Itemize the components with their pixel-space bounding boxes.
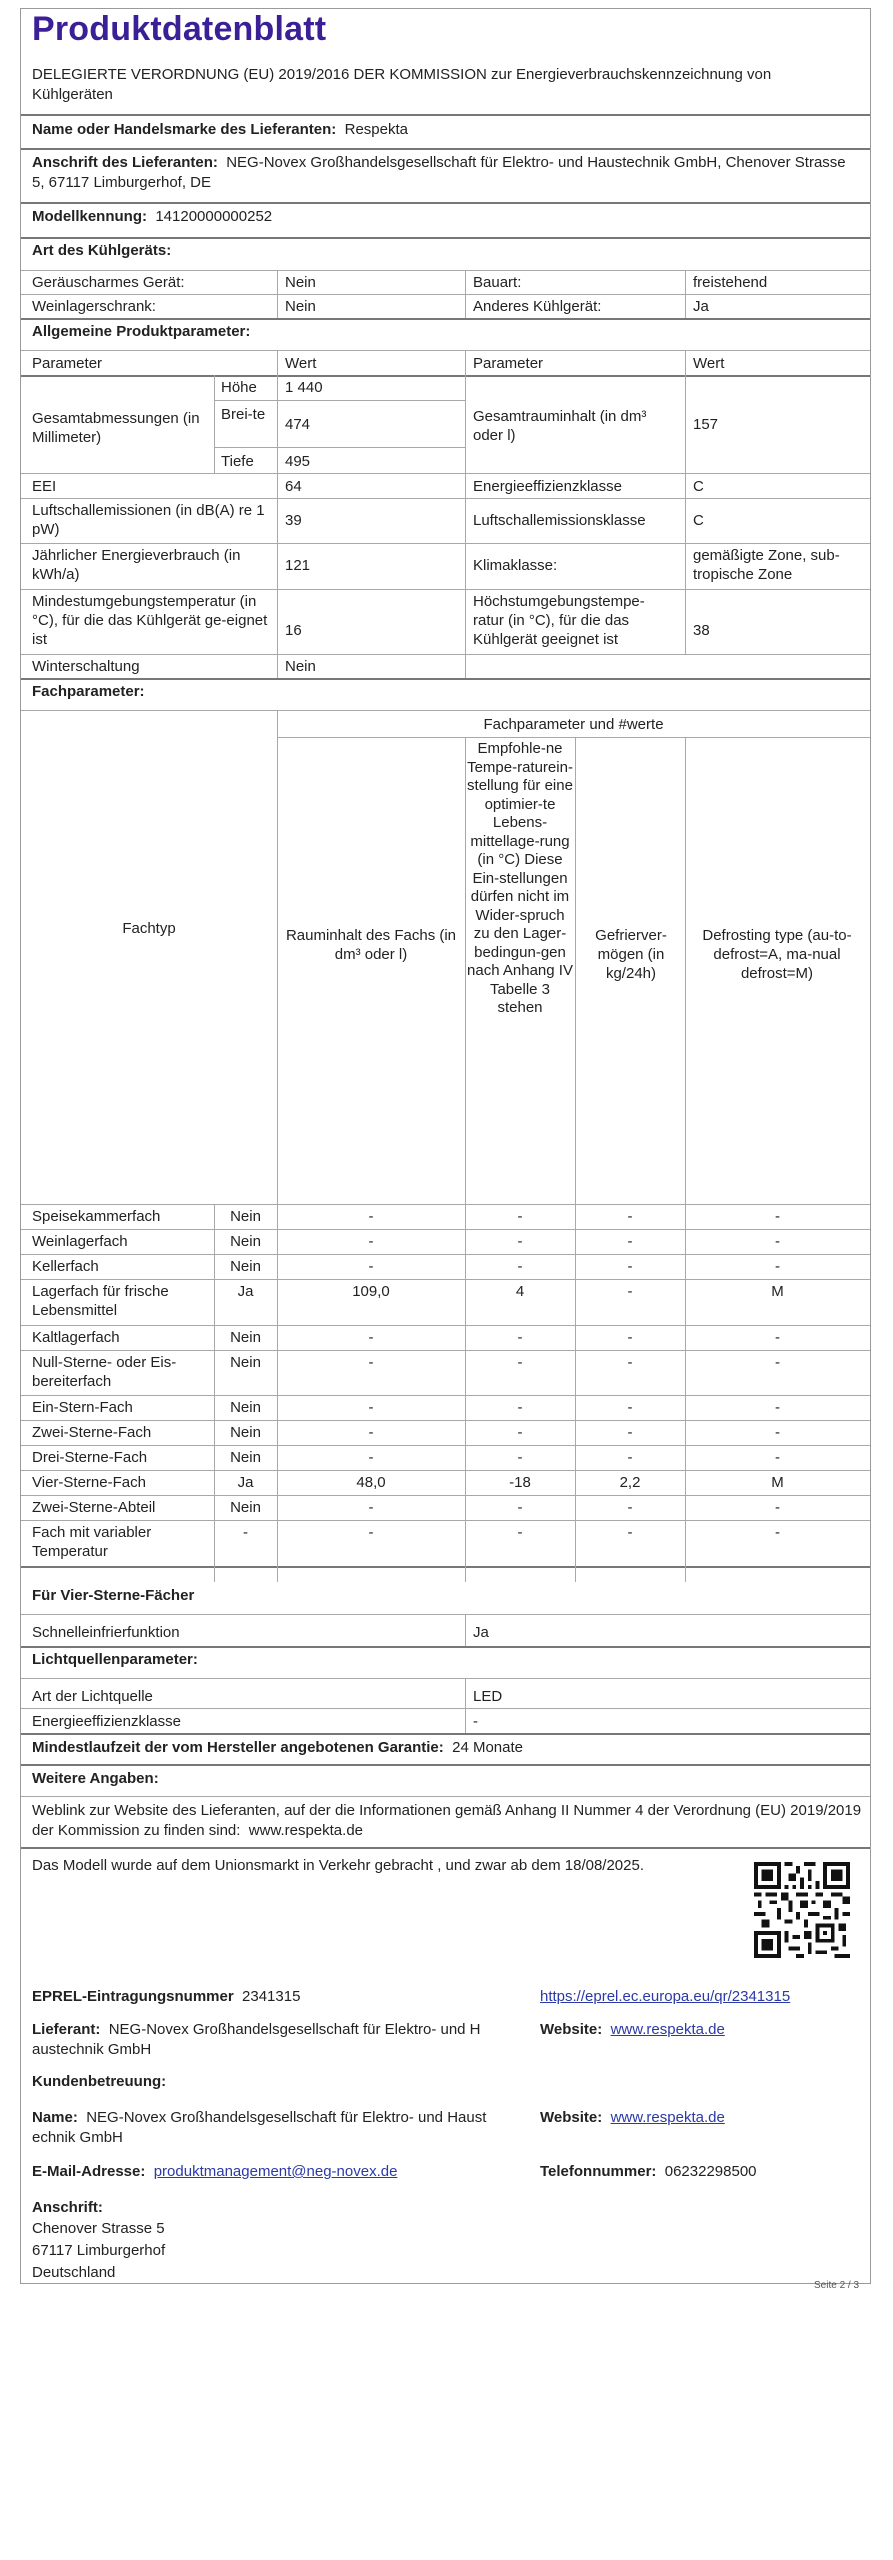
height-label: Höhe <box>221 379 257 396</box>
divider <box>21 318 870 320</box>
row-divider <box>21 1229 870 1230</box>
winter-value: Nein <box>285 658 316 675</box>
divider <box>21 710 870 711</box>
compartment-temp: - <box>517 1208 523 1225</box>
model-label: Modellkennung: <box>32 208 147 225</box>
compartment-volume: - <box>368 1499 374 1516</box>
compartment-temp: 4 <box>515 1283 525 1300</box>
regulation-subtitle: DELEGIERTE VERORDNUNG (EU) 2019/2016 DER KOMMISSION zur Energieverbrauchskennzeichnung von Kühlgeräten <box>32 66 772 103</box>
compartment-volume: - <box>368 1399 374 1416</box>
light-eclass-value: - <box>473 1713 478 1730</box>
dimensions-label: Gesamtabmessungen (in Millimeter) <box>32 410 200 446</box>
compartment-defrost: M <box>771 1474 784 1491</box>
low-noise-value: Nein <box>285 274 316 291</box>
compartment-volume: - <box>368 1208 374 1225</box>
compartment-defrost: - <box>775 1233 780 1250</box>
compartment-name: Zwei-Sterne-Abteil <box>32 1499 156 1516</box>
supplier-block-label: Lieferant: <box>32 2021 101 2038</box>
supplier-block <box>32 2020 530 2060</box>
col-defrost: Defrosting type (au-to-defrost=A, ma-nual defrost=M) <box>702 927 852 982</box>
warranty-label: Mindestlaufzeit der vom Hersteller angebotenen Garantie: <box>32 1739 444 1756</box>
supplier-row <box>32 120 408 140</box>
compartment-name: Fach mit variabler Temperatur <box>32 1524 152 1560</box>
volume-value: 157 <box>693 416 719 433</box>
col-temp: Empfohle-ne Tempe-raturein-stellung für eine optimier-te Lebens-mittellage-rung (in °C) Diese Ein-stellungen dürfen nicht im Wider-spruch zu den Lager-bedingun-gen nach Anhang IV Tabelle 3 stehen <box>467 740 573 1016</box>
compartment-temp: - <box>517 1258 523 1275</box>
supplier-value: Respekta <box>344 121 408 138</box>
compartment-temp: - <box>517 1354 523 1371</box>
phone-row <box>540 2162 757 2181</box>
more-text-block <box>32 1801 862 1841</box>
row-divider <box>21 1445 870 1446</box>
noise-value: 39 <box>285 512 302 529</box>
row-divider <box>21 1470 870 1471</box>
divider <box>21 1733 870 1735</box>
service-address-line-3: Deutschland <box>32 2264 116 2281</box>
col-param: Parameter <box>32 355 103 372</box>
compartment-defrost: - <box>775 1499 780 1516</box>
compartment-temp: - <box>517 1524 523 1541</box>
max-temp-value: 38 <box>693 622 710 639</box>
compartment-temp: -18 <box>509 1474 531 1491</box>
eprel-link[interactable]: https://eprel.ec.europa.eu/qr/2341315 <box>540 1988 791 2005</box>
compartment-freeze: - <box>627 1499 633 1516</box>
light-eclass-label: Energieeffizienzklasse <box>32 1713 181 1730</box>
row-divider <box>21 1395 870 1396</box>
col-freeze: Gefrierver-mögen (in kg/24h) <box>595 927 667 982</box>
email-label: E-Mail-Adresse: <box>32 2163 146 2180</box>
warranty-value: 24 Monate <box>452 1739 523 1756</box>
more-url: www.respekta.de <box>248 1822 364 1839</box>
divider <box>21 148 870 150</box>
email-row <box>32 2162 397 2181</box>
compartment-freeze: - <box>627 1399 633 1416</box>
compartment-freeze: - <box>627 1354 633 1371</box>
address-label: Anschrift des Lieferanten: <box>32 154 218 171</box>
service-web-label: Website: <box>540 2109 603 2126</box>
compartment-present: - <box>243 1524 248 1541</box>
other-label: Anderes Kühlgerät: <box>473 298 602 315</box>
compartment-freeze: - <box>627 1233 633 1250</box>
divider <box>21 237 870 239</box>
divider <box>21 1678 870 1679</box>
model-row <box>32 207 272 227</box>
group-header: Fachparameter und #werte <box>483 716 664 733</box>
compartment-present: Nein <box>230 1449 261 1466</box>
winter-label: Winterschaltung <box>32 658 140 675</box>
divider <box>21 1614 870 1615</box>
compartment-volume: - <box>368 1233 374 1250</box>
row-divider <box>21 1350 870 1351</box>
compartment-defrost: - <box>775 1329 780 1346</box>
compartment-temp: - <box>517 1233 523 1250</box>
compartment-present: Nein <box>230 1258 261 1275</box>
eclass-label: Energieeffizienzklasse <box>473 478 622 495</box>
divider <box>21 202 870 204</box>
divider <box>21 589 870 590</box>
compartment-name: Speisekammerfach <box>32 1208 161 1225</box>
compartment-present: Nein <box>230 1354 261 1371</box>
eei-label: EEI <box>32 478 57 495</box>
supplier-web-label: Website: <box>540 2021 603 2038</box>
eclass-value: C <box>693 478 704 495</box>
col-type: Fachtyp <box>122 920 176 937</box>
compartment-volume: - <box>368 1424 374 1441</box>
noise-label: Luftschallemissionen (in dB(A) re 1 pW) <box>32 502 265 538</box>
divider <box>21 1764 870 1766</box>
depth-label: Tiefe <box>221 453 254 470</box>
compartment-name: Kellerfach <box>32 1258 99 1275</box>
light-type-label: Art der Lichtquelle <box>32 1688 153 1705</box>
row-divider <box>21 1420 870 1421</box>
divider <box>21 114 870 116</box>
compartment-freeze: - <box>627 1424 633 1441</box>
supplier-block-value: NEG-Novex Großhandelsgesellschaft für Elektro- und H austechnik GmbH <box>32 2021 481 2058</box>
divider <box>21 498 870 499</box>
noise-class-value: C <box>693 512 704 529</box>
climate-value: gemäßigte Zone, sub-tropische Zone <box>693 547 840 583</box>
compartment-name: Ein-Stern-Fach <box>32 1399 133 1416</box>
fast-freeze-value: Ja <box>473 1624 489 1641</box>
compartment-volume: - <box>368 1329 374 1346</box>
product-data-sheet <box>20 8 871 2284</box>
compartment-present: Nein <box>230 1499 261 1516</box>
appliance-heading: Art des Kühlgeräts: <box>32 242 172 259</box>
service-web-link[interactable]: www.respekta.de <box>610 2109 725 2126</box>
compartment-freeze: - <box>627 1524 633 1541</box>
service-address-label: Anschrift: <box>32 2199 103 2216</box>
col-param-2: Parameter <box>473 355 544 372</box>
more-text: Weblink zur Website des Lieferanten, auf der die Informationen gemäß Anhang II Nummer 4 der Verordnung (EU) 2019/2019 der Kommission zu finden sind: <box>32 1802 862 1839</box>
compartment-defrost: M <box>771 1283 784 1300</box>
design-label: Bauart: <box>473 274 522 291</box>
market-note: Das Modell wurde auf dem Unionsmarkt in Verkehr gebracht , und zwar ab dem 18/08/2025. <box>32 1857 644 1874</box>
phone-label: Telefonnummer: <box>540 2163 657 2180</box>
col-value: Wert <box>285 355 317 372</box>
compartment-temp: - <box>517 1329 523 1346</box>
eprel-label: EPREL-Eintragungsnummer <box>32 1988 234 2005</box>
compartment-defrost: - <box>775 1354 780 1371</box>
compartment-present: Ja <box>237 1283 254 1300</box>
volume-label: Gesamtrauminhalt (in dm³ oder l) <box>473 408 647 444</box>
low-noise-label: Geräuscharmes Gerät: <box>32 274 185 291</box>
divider <box>21 543 870 544</box>
compartment-defrost: - <box>775 1449 780 1466</box>
consumption-label: Jährlicher Energieverbrauch (in kWh/a) <box>32 547 241 583</box>
address-row <box>32 153 862 193</box>
compartment-name: Lagerfach für frische Lebensmittel <box>32 1283 169 1319</box>
divider <box>21 1847 870 1849</box>
compartment-name: Zwei-Sterne-Fach <box>32 1424 152 1441</box>
width-value: 474 <box>285 416 311 433</box>
fast-freeze-label: Schnelleinfrierfunktion <box>32 1624 180 1641</box>
light-type-value: LED <box>473 1688 503 1705</box>
max-temp-label: Höchstumgebungstempe-ratur (in °C), für die das Kühlgerät geeignet ist <box>473 593 645 648</box>
service-name-block <box>32 2108 530 2148</box>
general-heading: Allgemeine Produktparameter: <box>32 323 251 340</box>
width-label: Brei-te <box>221 406 266 423</box>
compartment-freeze: 2,2 <box>619 1474 641 1491</box>
other-value: Ja <box>693 298 709 315</box>
service-name-value: NEG-Novex Großhandelsgesellschaft für Elektro- und Haust echnik GmbH <box>32 2109 487 2146</box>
supplier-web-row <box>540 2020 725 2039</box>
design-value: freistehend <box>693 274 768 291</box>
service-web-row <box>540 2108 725 2127</box>
compartment-present: Nein <box>230 1208 261 1225</box>
page-title: Produktdatenblatt <box>32 10 327 48</box>
compartment-defrost: - <box>775 1258 780 1275</box>
height-value: 1 440 <box>285 379 323 396</box>
address-value: NEG-Novex Großhandelsgesellschaft für Elektro- und Haustechnik GmbH, Chenover Strasse 5, 67117 Limburgerhof, DE <box>32 154 846 191</box>
compartment-present: Nein <box>230 1399 261 1416</box>
min-temp-value: 16 <box>285 622 302 639</box>
compartment-present: Nein <box>230 1233 261 1250</box>
divider <box>21 1708 870 1709</box>
four-star-heading: Für Vier-Sterne-Fächer <box>32 1587 195 1604</box>
compartment-name: Vier-Sterne-Fach <box>32 1474 146 1491</box>
page-number: Seite 2 / 3 <box>814 2280 860 2291</box>
compartment-name: Kaltlagerfach <box>32 1329 120 1346</box>
compartment-freeze: - <box>627 1208 633 1225</box>
compartment-defrost: - <box>775 1424 780 1441</box>
compartment-volume: 48,0 <box>356 1474 386 1491</box>
wine-label: Weinlagerschrank: <box>32 298 156 315</box>
divider <box>21 350 870 351</box>
compartment-temp: - <box>517 1449 523 1466</box>
supplier-label: Name oder Handelsmarke des Lieferanten: <box>32 121 337 138</box>
divider <box>21 1796 870 1797</box>
divider <box>21 375 870 377</box>
compartment-present: Nein <box>230 1329 261 1346</box>
compartment-defrost: - <box>775 1524 780 1541</box>
compartment-volume: - <box>368 1449 374 1466</box>
compartment-freeze: - <box>627 1329 633 1346</box>
compartment-freeze: - <box>627 1258 633 1275</box>
compartment-temp: - <box>517 1499 523 1516</box>
compartment-freeze: - <box>627 1449 633 1466</box>
compartment-name: Null-Sterne- oder Eis-bereiterfach <box>32 1354 177 1390</box>
noise-class-label: Luftschallemissionsklasse <box>473 512 646 529</box>
model-value: 14120000000252 <box>155 208 273 225</box>
compartment-volume: - <box>368 1354 374 1371</box>
depth-value: 495 <box>285 453 311 470</box>
phone-value: 06232298500 <box>664 2163 757 2180</box>
service-address-line-1: Chenover Strasse 5 <box>32 2220 165 2237</box>
compartment-temp: - <box>517 1424 523 1441</box>
compartment-volume: 109,0 <box>352 1283 390 1300</box>
divider <box>21 294 870 295</box>
compartment-present: Nein <box>230 1424 261 1441</box>
warranty-row <box>32 1738 523 1758</box>
wine-value: Nein <box>285 298 316 315</box>
divider <box>21 1646 870 1648</box>
compartment-present: Ja <box>237 1474 254 1491</box>
compartments-heading: Fachparameter: <box>32 683 145 700</box>
climate-label: Klimaklasse: <box>473 557 558 574</box>
eprel-row <box>32 1987 300 2007</box>
email-link[interactable]: produktmanagement@neg-novex.de <box>153 2163 398 2180</box>
divider <box>21 270 870 271</box>
row-divider <box>21 1279 870 1280</box>
col-volume: Rauminhalt des Fachs (in dm³ oder l) <box>285 927 457 963</box>
light-heading: Lichtquellenparameter: <box>32 1651 198 1668</box>
service-address-line-2: 67117 Limburgerhof <box>32 2242 166 2259</box>
compartment-name: Drei-Sterne-Fach <box>32 1449 148 1466</box>
more-heading: Weitere Angaben: <box>32 1770 159 1787</box>
compartment-defrost: - <box>775 1208 780 1225</box>
compartment-volume: - <box>368 1524 374 1541</box>
row-divider <box>21 1254 870 1255</box>
compartment-volume: - <box>368 1258 374 1275</box>
row-divider <box>21 1325 870 1326</box>
divider <box>21 654 870 655</box>
col-value-2: Wert <box>693 355 725 372</box>
row-divider <box>21 1520 870 1521</box>
supplier-web-link[interactable]: www.respekta.de <box>610 2021 725 2038</box>
divider <box>21 678 870 680</box>
consumption-value: 121 <box>285 557 311 574</box>
qr-code <box>754 1862 850 1958</box>
service-name-label: Name: <box>32 2109 78 2126</box>
compartment-temp: - <box>517 1399 523 1416</box>
divider <box>21 473 870 474</box>
compartment-name: Weinlagerfach <box>32 1233 128 1250</box>
service-heading: Kundenbetreuung: <box>32 2073 167 2090</box>
row-divider <box>21 1495 870 1496</box>
compartment-freeze: - <box>627 1283 633 1300</box>
row-divider <box>21 1566 870 1568</box>
compartment-defrost: - <box>775 1399 780 1416</box>
divider <box>21 1204 870 1205</box>
eprel-value: 2341315 <box>242 1988 301 2005</box>
eei-value: 64 <box>285 478 302 495</box>
min-temp-label: Mindestumgebungstemperatur (in °C), für die das Kühlgerät ge-eignet ist <box>32 593 268 648</box>
